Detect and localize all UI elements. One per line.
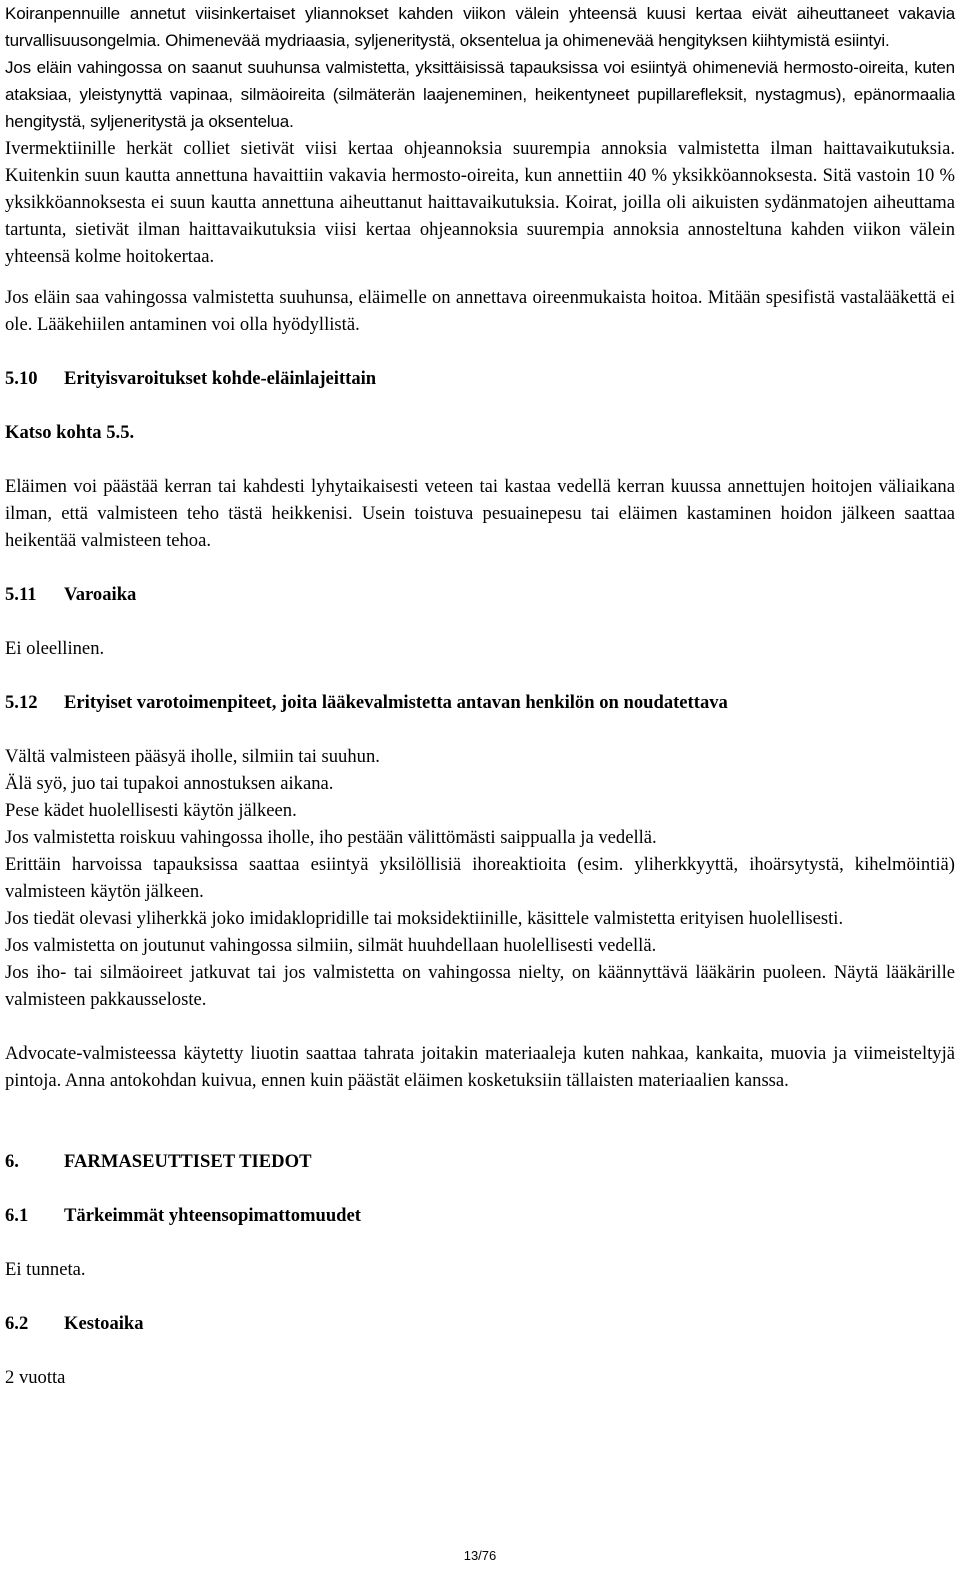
section-5-12-heading [5,689,955,716]
section-number: 6.1 [5,1205,29,1226]
solvent-warning-paragraph: Advocate-valmisteessa käytetty liuotin saattaa tahrata joitakin materiaaleja kuten nahkaa, kankaita, muovia ja viimeisteltyjä pintoja. Anna antokohdan kuivua, ennen kuin päästät eläimen kosketuksiin tällaisten materiaalien kanssa. [5,1043,955,1091]
section-number: 6. [5,1151,19,1172]
section-5-11-text: Ei oleellinen. [5,638,105,659]
precaution-line: Vältä valmisteen pääsyä iholle, silmiin tai suuhun. [5,746,380,767]
precaution-line: Jos iho- tai silmäoireet jatkuvat tai jos valmistetta on vahingossa nielty, on käännyttävä lääkärin puoleen. Näytä lääkärille valmisteen pakkausseloste. [5,962,955,1010]
section-title: Varoaika [64,584,137,605]
precaution-line: Jos valmistetta on joutunut vahingossa silmiin, silmät huuhdellaan huolellisesti vedellä. [5,935,657,956]
overdose-paragraph-treatment: Jos eläin saa vahingossa valmistetta suuhunsa, eläimelle on annettava oireenmukaista hoitoa. Mitään spesifistä vastalääkettä ei ole. Lääkehiilen antaminen voi olla hyödyllistä. [5,287,955,335]
precaution-line: Jos valmistetta roiskuu vahingossa iholle, iho pestään välittömästi saippualla ja vedellä. [5,827,657,848]
precaution-line: Pese kädet huolellisesti käytön jälkeen. [5,800,297,821]
section-number: 5.12 [5,692,38,713]
section-number: 5.11 [5,584,37,605]
section-title: Erityisvaroitukset kohde-eläinlajeittain [64,368,377,389]
section-6-heading [5,1148,955,1175]
section-6-2-heading [5,1310,955,1337]
overdose-paragraph-puppies: Koiranpennuille annetut viisinkertaiset yliannokset kahden viikon välein yhteensä kuusi kertaa eivät aiheuttaneet vakavia turvallisuusongelmia. Ohimenevää mydriaasia, syljeneritystä, oksentelua ja ohimenevää hengityksen kiihtymistä esiintyi. [5,4,955,50]
section-5-10-reference [5,419,955,446]
section-5-10-text: Eläimen voi päästää kerran tai kahdesti lyhytaikaisesti veteen tai kastaa vedellä kerran kuussa annettujen hoitojen väliaikana ilman, että valmisteen teho tästä heikkenisi. Usein toistuva pesuainepesu tai eläimen kastaminen hoidon jälkeen saattaa heikentää valmisteen tehoa. [5,476,955,551]
reference-text: Katso kohta 5.5. [5,422,135,443]
precaution-line: Älä syö, juo tai tupakoi annostuksen aikana. [5,773,334,794]
document-page [5,0,955,1391]
section-title: Tärkeimmät yhteensopimattomuudet [64,1205,361,1226]
precaution-line: Jos tiedät olevasi yliherkkä joko imidaklopridille tai moksidektiinille, käsittele valmistetta erityisen huolellisesti. [5,908,844,929]
precaution-line: Erittäin harvoissa tapauksissa saattaa esiintyä yksilöllisiä ihoreaktioita (esim. yliherkkyyttä, ihoärsytystä, kihelmöintiä) valmisteen käytön jälkeen. [5,854,955,902]
section-5-11-heading [5,581,955,608]
section-title: FARMASEUTTISET TIEDOT [64,1151,312,1172]
section-title: Kestoaika [64,1313,144,1334]
section-6-1-text: Ei tunneta. [5,1259,86,1280]
section-number: 6.2 [5,1313,29,1334]
section-title: Erityiset varotoimenpiteet, joita lääkevalmistetta antavan henkilön on noudatettava [64,692,728,713]
section-6-2-text: 2 vuotta [5,1367,66,1388]
page-number: 13/76 [463,1548,497,1563]
section-5-10-heading [5,365,955,392]
section-number: 5.10 [5,368,38,389]
overdose-paragraph-collies: Ivermektiinille herkät colliet sietivät viisi kertaa ohjeannoksia suurempia annoksia valmistetta ilman haittavaikutuksia. Kuitenkin suun kautta annettuna havaittiin vakavia hermosto-oireita, kun annettiin 40 % yksikköannoksesta. Sitä vastoin 10 % yksikköannoksesta ei suun kautta annettuna aiheuttanut haittavaikutuksia. Koirat, joilla oli aikuisten sydänmatojen aiheuttama tartunta, sietivät ilman haittavaikutuksia viisi kertaa ohjeannoksia suurempia annoksia annosteltuna kahden viikon välein yhteensä kolme hoitokertaa. [5,138,955,267]
overdose-paragraph-accidental-oral: Jos eläin vahingossa on saanut suuhunsa valmistetta, yksittäisissä tapauksissa voi esiintyä ohimeneviä hermosto-oireita, kuten ataksiaa, yleistynyttä vapinaa, silmäoireita (silmäterän laajeneminen, heikentyneet pupillarefleksit, nystagmus), epänormaalia hengitystä, syljeneritystä ja oksentelua. [5,58,955,131]
section-6-1-heading [5,1202,955,1229]
